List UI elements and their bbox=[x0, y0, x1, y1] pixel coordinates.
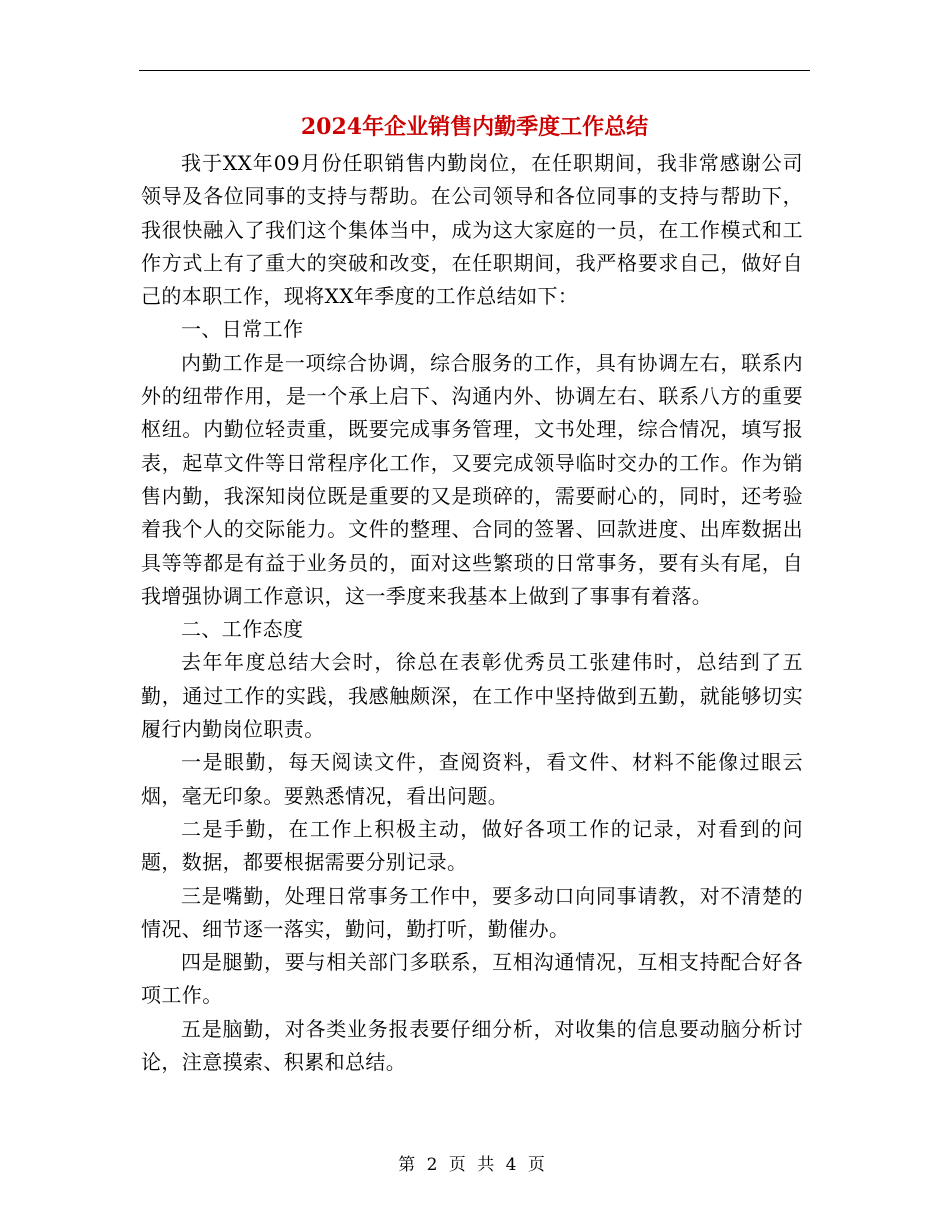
paragraph-daily-work: 内勤工作是一项综合协调，综合服务的工作，具有协调左右，联系内外的纽带作用，是一个承上启下、沟通内外、协调左右、联系八方的重要枢纽。内勤位轻责重，既要完成事务管理，文书处理，综合情况，填写报表，起草文件等日常程序化工作，又要完成领导临时交办的工作。作为销售内勤，我深知岗位既是重要的又是琐碎的，需要耐心的，同时，还考验着我个人的交际能力。文件的整理、合同的签署、回款进度、出库数据出具等等都是有益于业务员的，面对这些繁琐的日常事务，要有头有尾，自我增强协调工作意识，这一季度来我基本上做到了事事有着落。 bbox=[141, 350, 803, 608]
document-body bbox=[141, 147, 803, 1079]
paragraph-hand-diligence: 二是手勤，在工作上积极主动，做好各项工作的记录，对看到的问题，数据，都要根据需要分别记录。 bbox=[141, 816, 803, 875]
footer-total-unit: 页 bbox=[527, 1155, 545, 1175]
paragraph-mouth-diligence: 三是嘴勤，处理日常事务工作中，要多动口向同事请教，对不清楚的情况、细节逐一落实，勤问，勤打听，勤催办。 bbox=[141, 883, 803, 941]
paragraph-brain-diligence: 五是脑勤，对各类业务报表要仔细分析，对收集的信息要动脑分析讨论，注意摸索、积累和总结。 bbox=[141, 1016, 803, 1075]
paragraph-five-diligences: 去年年度总结大会时，徐总在表彰优秀员工张建伟时，总结到了五勤，通过工作的实践，我感触颇深，在工作中坚持做到五勤，就能够切实履行内勤岗位职责。 bbox=[141, 650, 803, 742]
document-title: 2024年企业销售内勤季度工作总结 bbox=[300, 114, 649, 140]
section-heading-work-attitude: 二、工作态度 bbox=[181, 617, 304, 642]
footer-page-unit: 页 bbox=[448, 1155, 466, 1175]
footer-page-current: 2 bbox=[426, 1155, 438, 1175]
paragraph-intro: 我于XX年09月份任职销售内勤岗位，在任职期间，我非常感谢公司领导及各位同事的支持与帮助。在公司领导和各位同事的支持与帮助下，我很快融入了我们这个集体当中，成为这大家庭的一员，在工作模式和工作方式上有了重大的突破和改变，在任职期间，我严格要求自己，做好自己的本职工作，现将XX年季度的工作总结如下： bbox=[141, 151, 803, 309]
header-rule bbox=[139, 70, 810, 71]
footer-total-prefix: 共 bbox=[477, 1155, 495, 1175]
page-footer bbox=[139, 1153, 810, 1177]
paragraph-eye-diligence: 一是眼勤，每天阅读文件，查阅资料，看文件、材料不能像过眼云烟，毫无印象。要熟悉情况，看出问题。 bbox=[141, 750, 803, 808]
footer-page-prefix: 第 bbox=[398, 1155, 416, 1175]
section-heading-daily-work: 一、日常工作 bbox=[181, 317, 304, 342]
paragraph-leg-diligence: 四是腿勤，要与相关部门多联系，互相沟通情况，互相支持配合好各项工作。 bbox=[141, 950, 803, 1008]
footer-page-total: 4 bbox=[505, 1155, 517, 1175]
